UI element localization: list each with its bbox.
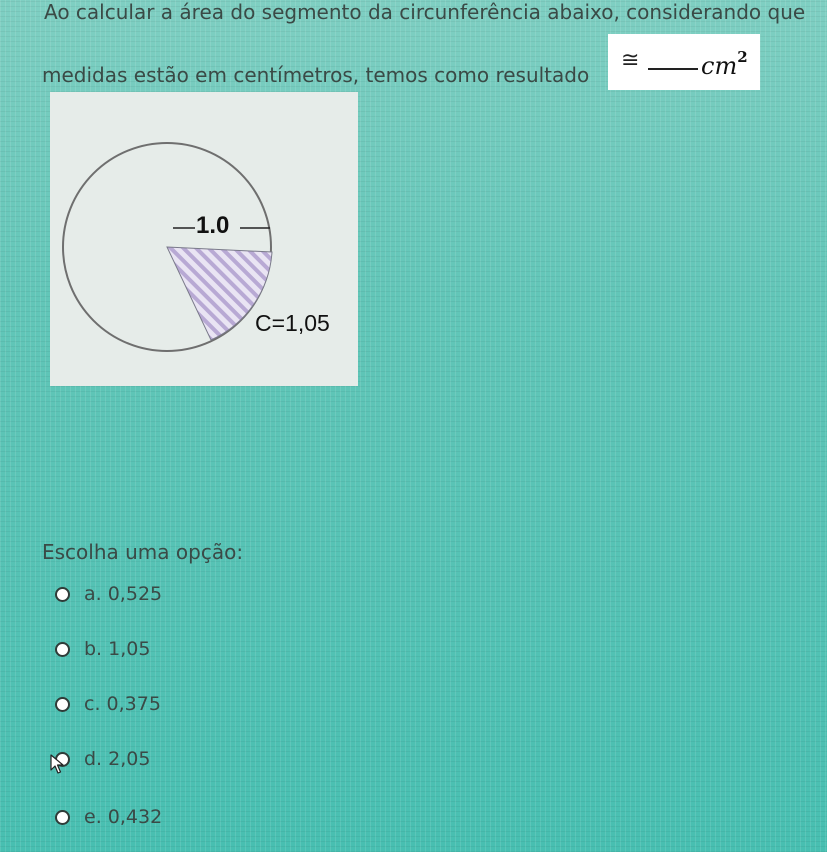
option-d-label[interactable]: d. 2,05 — [84, 748, 151, 770]
question-text-line-2: medidas estão em centímetros, temos como resultado — [42, 63, 590, 87]
answer-box[interactable] — [608, 34, 760, 90]
question-text-line-1: Ao calcular a área do segmento da circunferência abaixo, considerando que — [44, 0, 806, 24]
radio-e[interactable] — [55, 810, 70, 825]
radio-b[interactable] — [55, 642, 70, 657]
options-prompt: Escolha uma opção: — [42, 540, 244, 564]
chord-label: 1.0 — [196, 212, 230, 239]
option-e-label[interactable]: e. 0,432 — [84, 806, 163, 828]
option-d[interactable] — [55, 746, 150, 772]
option-a-label[interactable]: a. 0,525 — [84, 583, 163, 605]
radio-a[interactable] — [55, 587, 70, 602]
mouse-pointer-icon — [50, 754, 64, 776]
option-b-label[interactable]: b. 1,05 — [84, 638, 151, 660]
option-c[interactable] — [55, 691, 161, 717]
circle-figure — [50, 92, 358, 386]
option-b[interactable] — [55, 636, 150, 662]
answer-blank[interactable] — [648, 68, 698, 70]
option-e[interactable] — [55, 804, 162, 830]
unit-base: cm — [701, 52, 738, 80]
approx-equal-symbol: ≅ — [621, 48, 640, 73]
option-c-label[interactable]: c. 0,375 — [84, 693, 161, 715]
area-unit — [701, 48, 748, 80]
circle-figure-svg — [50, 92, 358, 386]
option-a[interactable] — [55, 581, 162, 607]
unit-exponent: 2 — [737, 48, 748, 66]
radio-c[interactable] — [55, 697, 70, 712]
arc-length-label: C=1,05 — [255, 310, 330, 336]
